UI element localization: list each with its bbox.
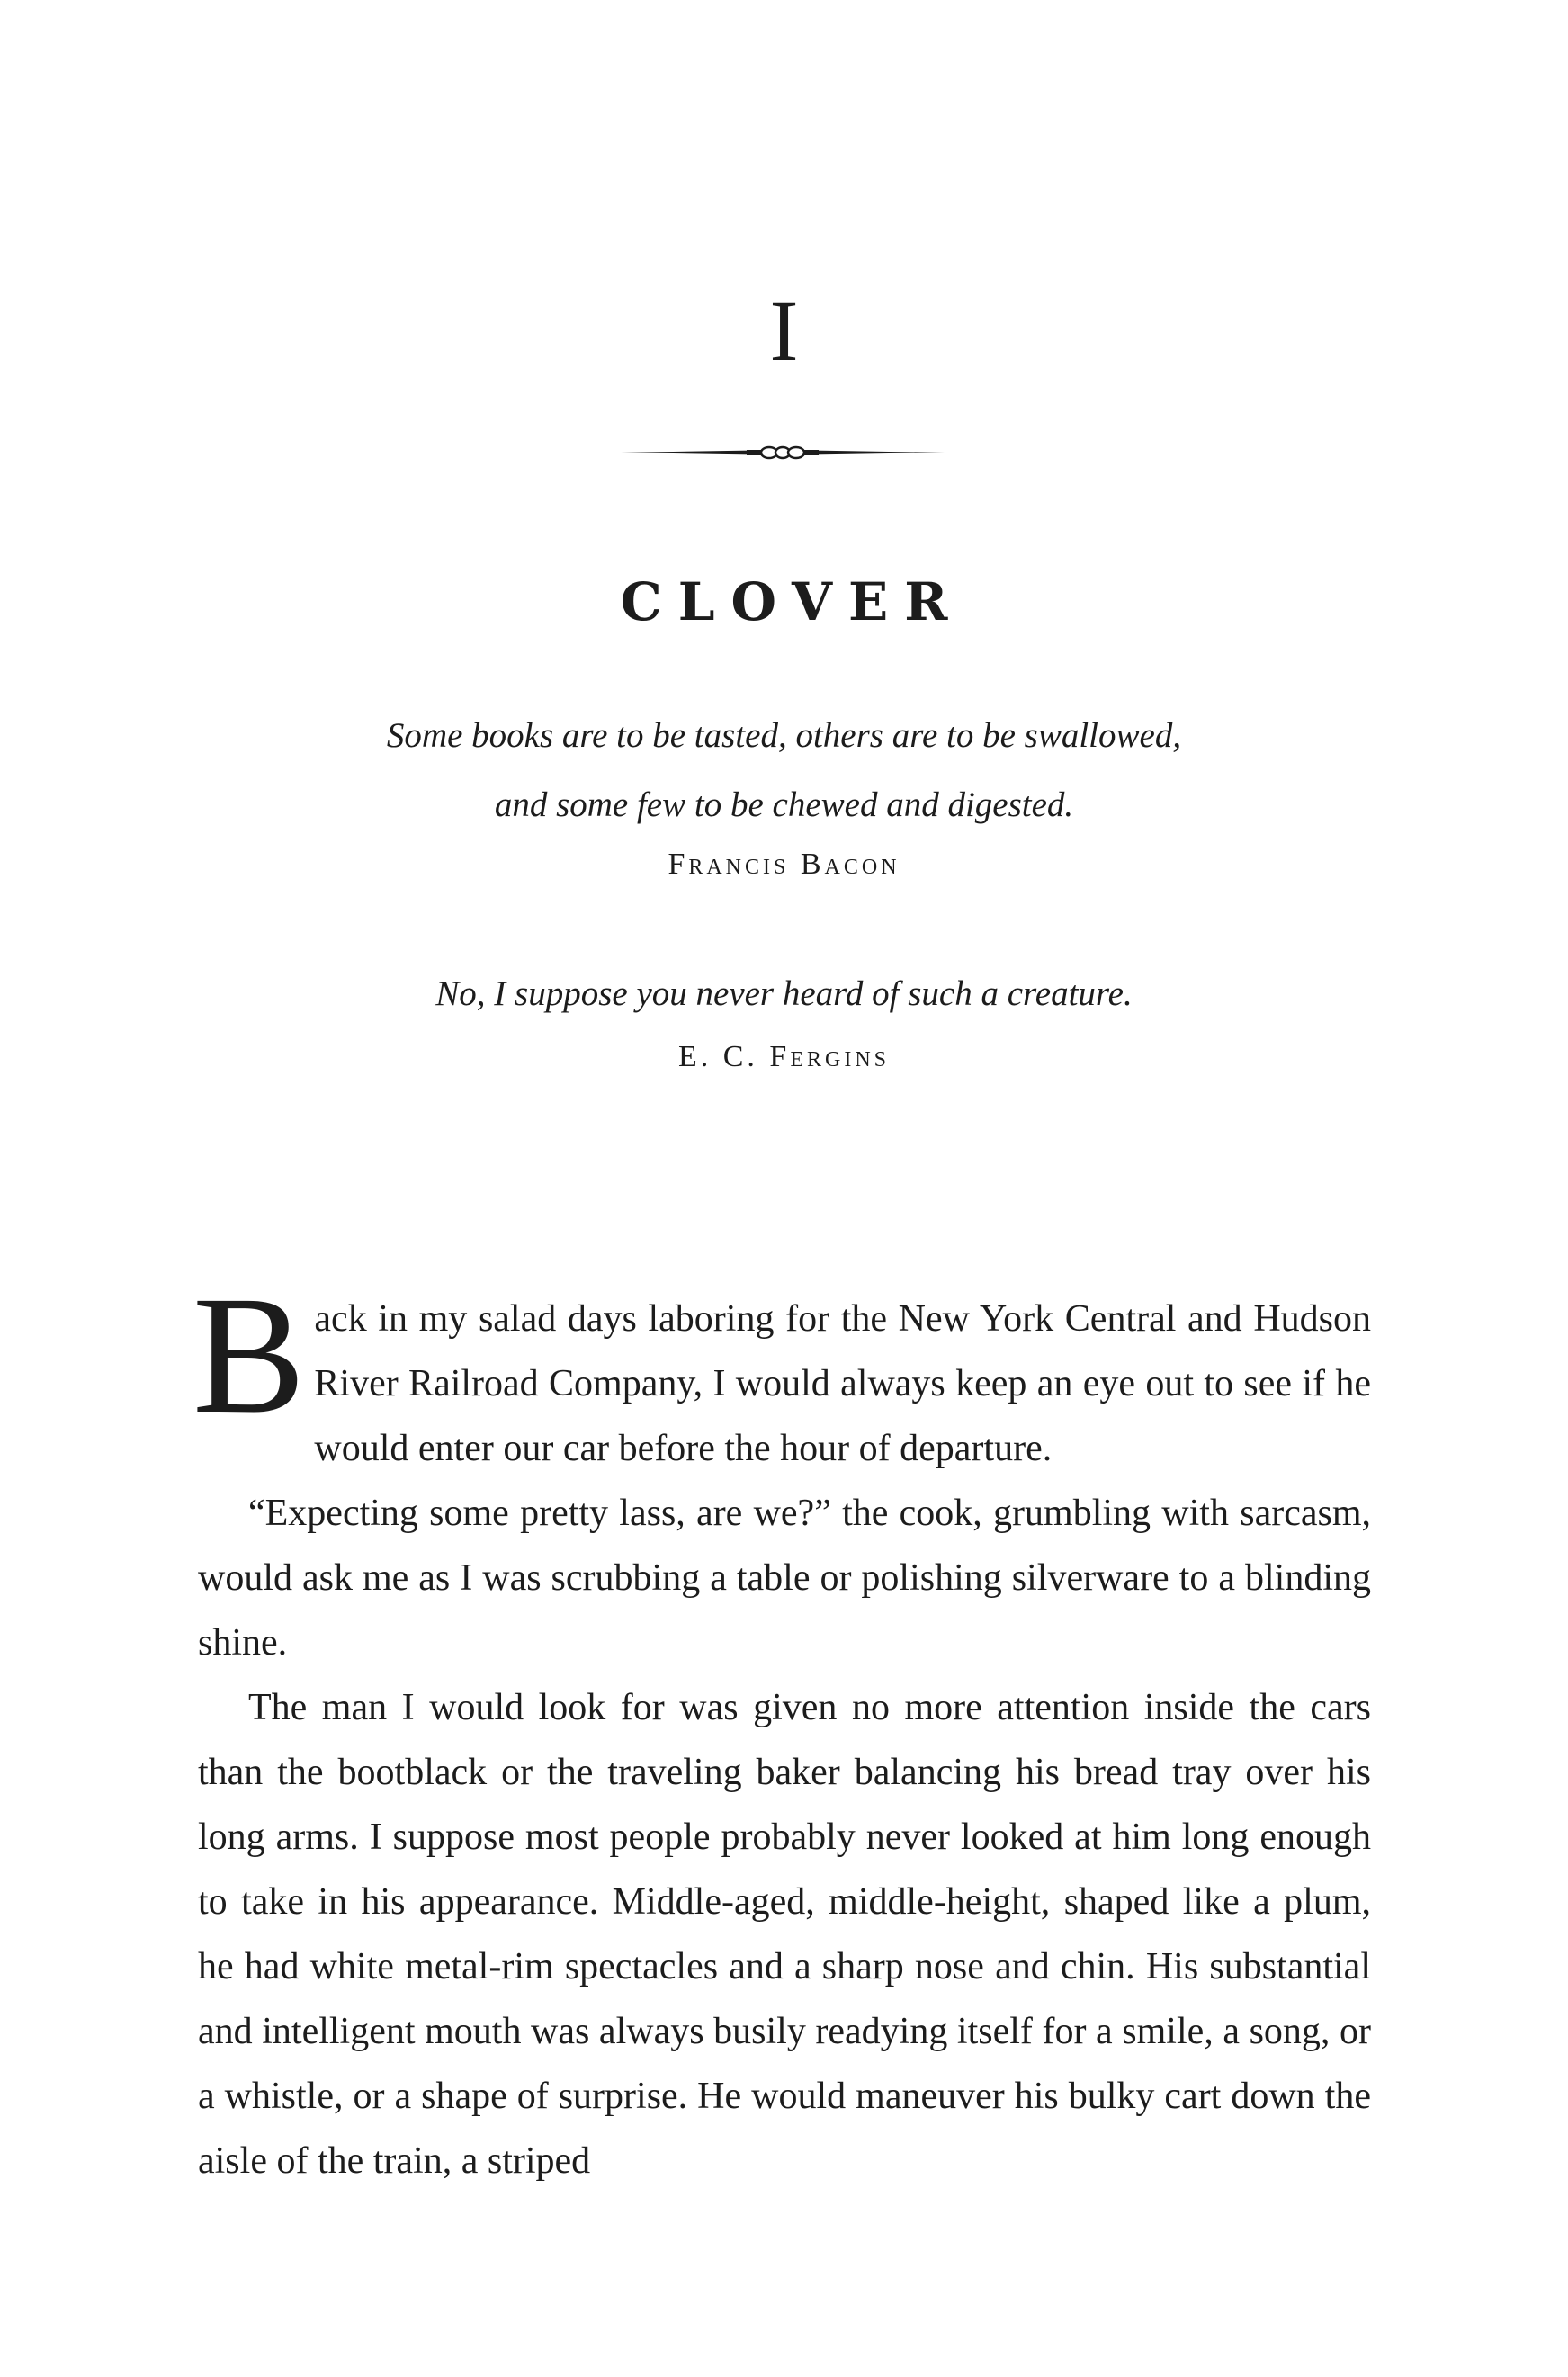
epigraph-quote-line: and some few to be chewed and digested. bbox=[494, 785, 1074, 824]
epigraph-fergins bbox=[0, 976, 1568, 1072]
epigraph-quote-line: Some books are to be tasted, others are to be swallowed, bbox=[386, 716, 1182, 755]
paragraph: The man I would look for was given no more attention inside the cars than the bootblack or the traveling baker balancing his bread tray over his long arms. I suppose most people probably never looked at him long enough to take in his appearance. Middle-aged, middle-height, shaped like a plum, he had white metal-rim spectacles and a sharp nose and chin. His substantial and intelligent mouth was always busily readying itself for a smile, a song, or a whistle, or a shape of surprise. He would maneuver his bulky cart down the aisle of the train, a striped bbox=[198, 1687, 1371, 2182]
paragraph: “Expecting some pretty lass, are we?” the cook, grumbling with sarcasm, would ask me as I was scrubbing a table or polishing silverware to a blinding shine. bbox=[198, 1493, 1371, 1664]
paragraph-text: ack in my salad days laboring for the New York Central and Hudson River Railroad Company, I would always keep an eye out to see if he would enter our car before the hour of departure. bbox=[314, 1298, 1371, 1469]
epigraph-attribution: E. C. Fergins bbox=[677, 1040, 891, 1073]
chapter-number: I bbox=[769, 283, 799, 379]
chapter-body bbox=[193, 1260, 1371, 2193]
decorative-rule-icon bbox=[621, 439, 945, 466]
chapter-title: CLOVER bbox=[620, 571, 964, 632]
drop-cap: B bbox=[193, 1260, 306, 1449]
epigraph-attribution: Francis Bacon bbox=[668, 848, 900, 881]
epigraph-bacon bbox=[0, 718, 1568, 880]
paragraph bbox=[193, 1260, 1371, 1481]
epigraph-quote-line: No, I suppose you never heard of such a creature. bbox=[435, 974, 1133, 1013]
